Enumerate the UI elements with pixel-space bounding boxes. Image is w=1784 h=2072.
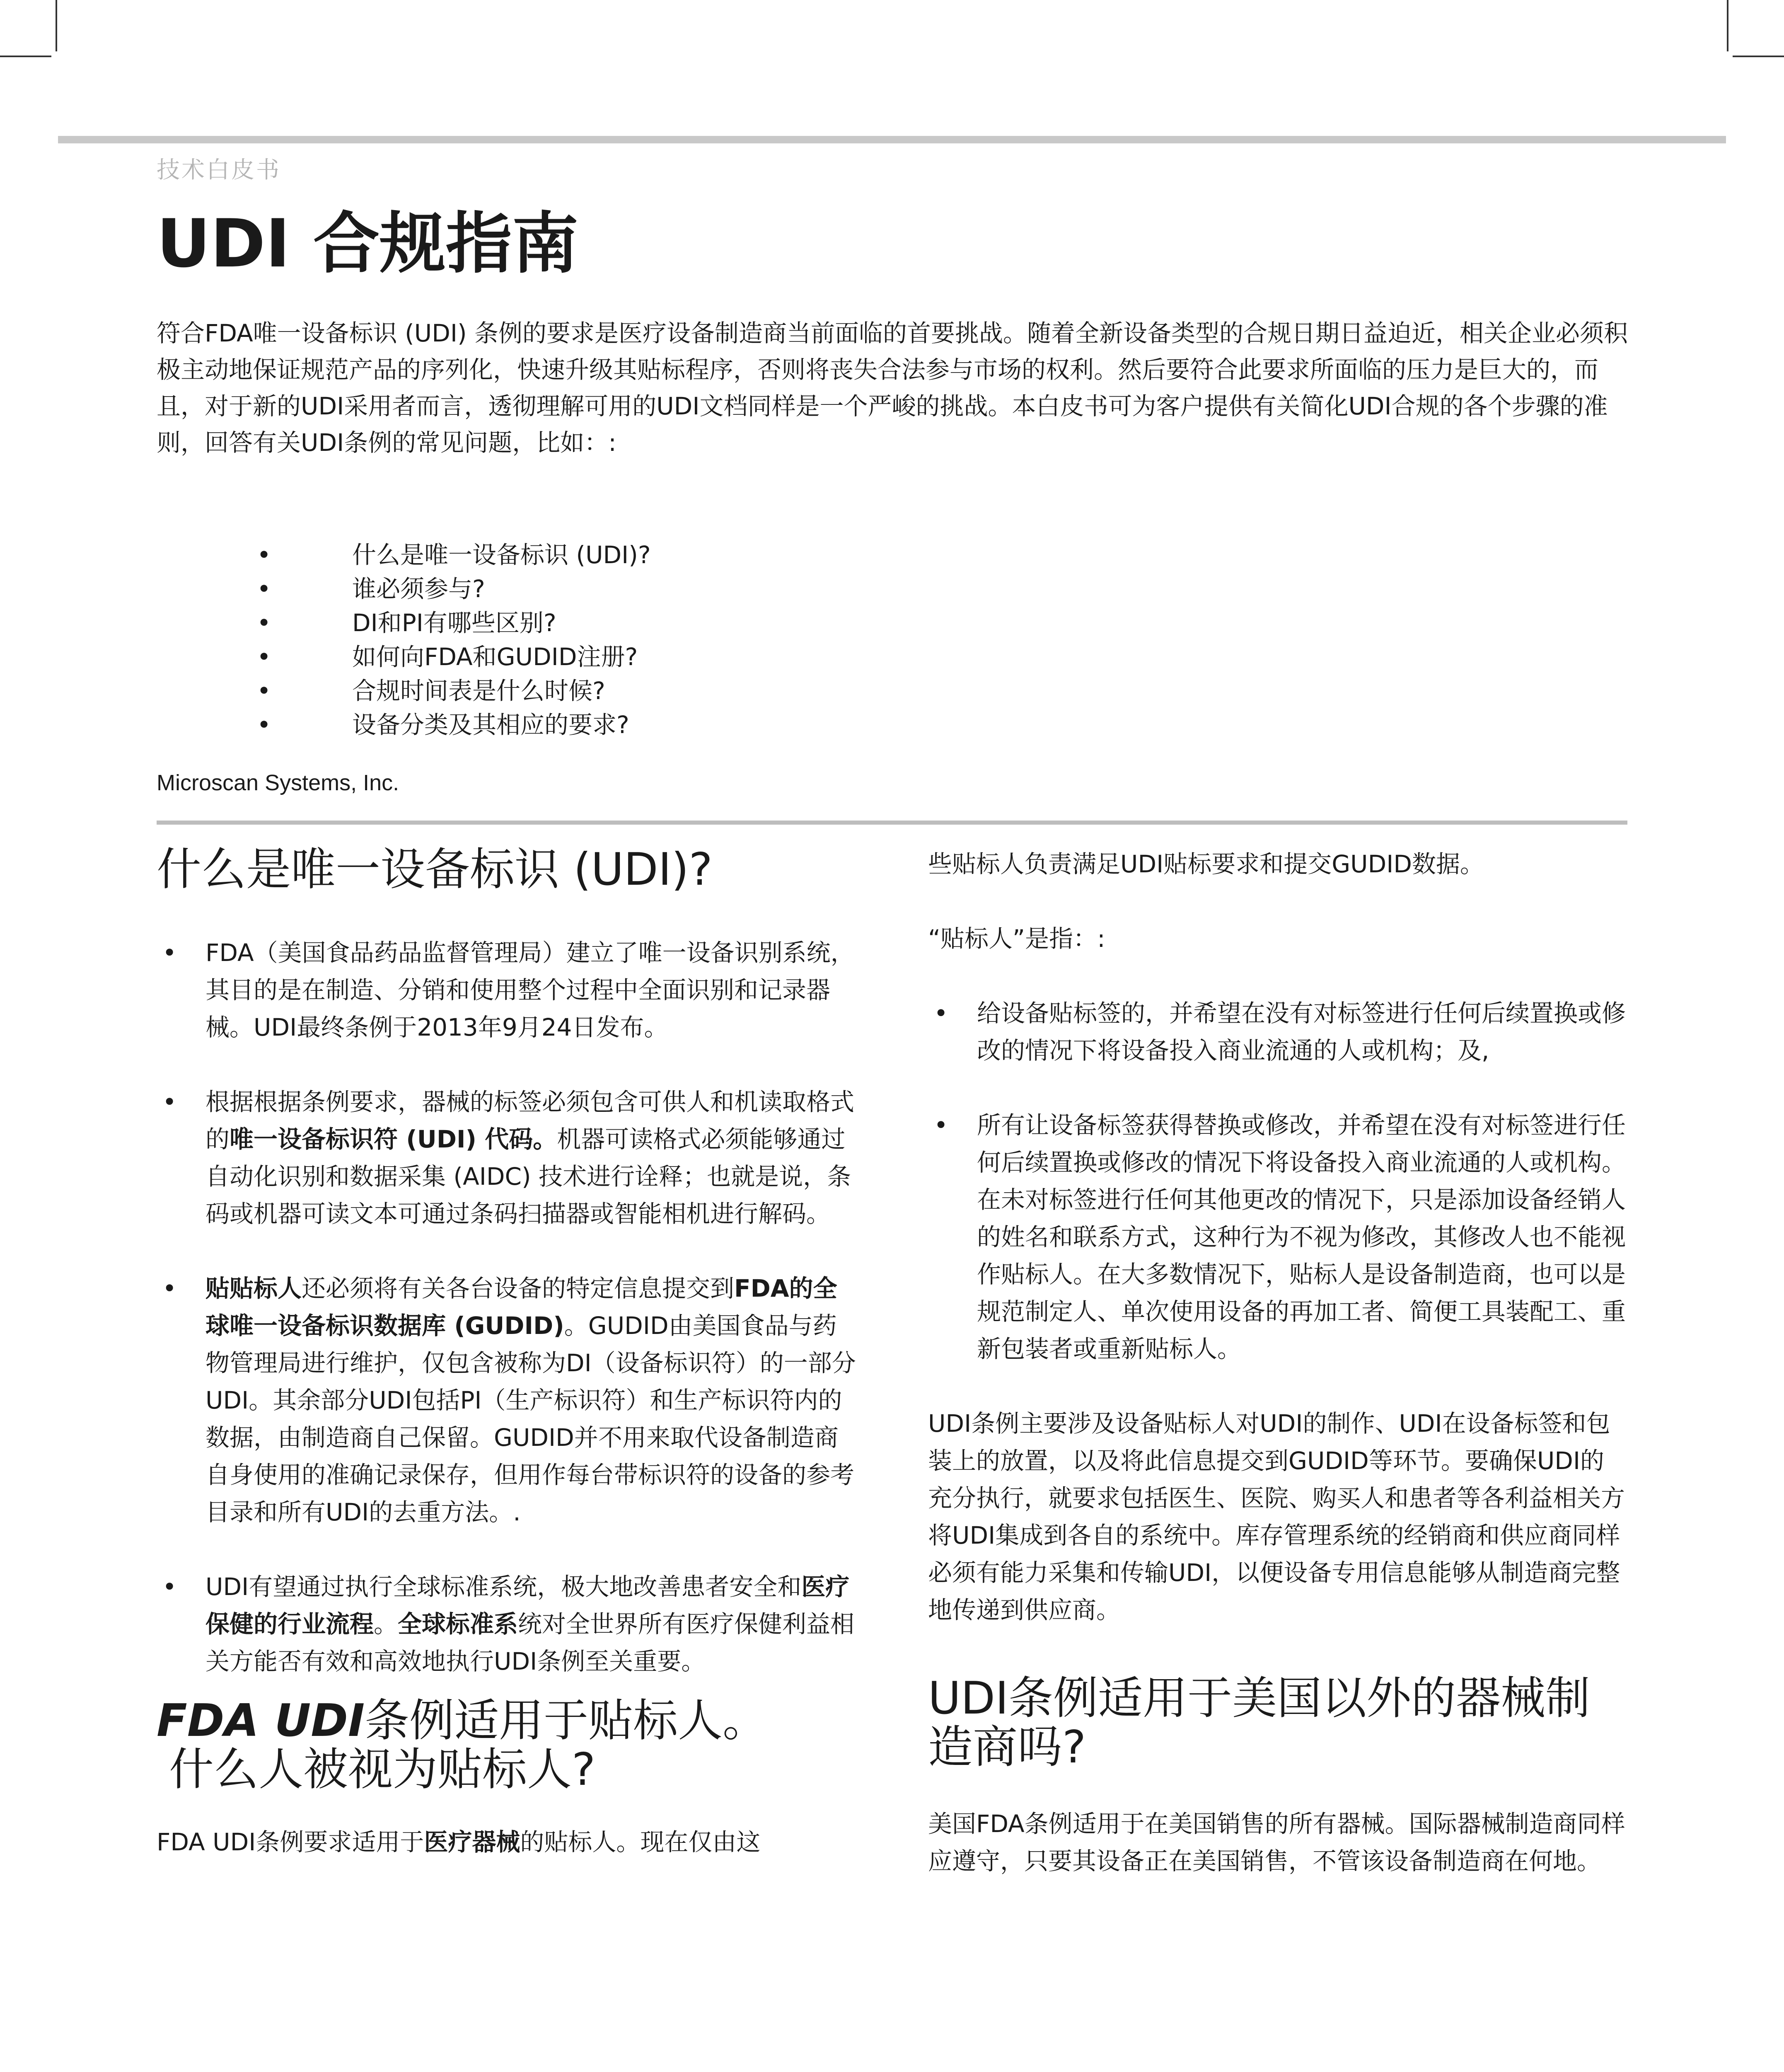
intro-paragraph: 符合FDA唯一设备标识 (UDI) 条例的要求是医疗设备制造商当前面临的首要挑战。随着全新设备类型的合规日期日益迫近，相关企业必须积极主动地保证规范产品的序列化，快速升级其贴标程序，否则将丧失合法参与市场的权利。然后要符合此要求所面临的压力是巨大的，而且，对于新的UDI采用者而言，透彻理解可用的UDI文档同样是一个严峻的挑战。本白皮书可为客户提供有关简化UDI合规的各个步骤的准则，回答有关UDI条例的常见问题，比如：: xyxy=(157,319,1628,457)
section-label: 技术白皮书 xyxy=(157,157,281,184)
crop-mark xyxy=(1727,0,1728,51)
bullet-icon: • xyxy=(934,999,948,1027)
bullet-icon: • xyxy=(257,541,271,569)
crop-mark xyxy=(56,0,57,51)
list-item: • 贴贴标人还必须将有关各台设备的特定信息提交到FDA的全球唯一设备标识数据库 (GUDID)。GUDID由美国食品与药物管理局进行维护，仅包含被称为DI（设备标识符）的一部分UDI。其余部分UDI包括PI（生产标识符）和生产标识符内的数据，由制造商自己保留。GUDID并不用来取代设备制造商自身使用的准确记录保存，但用作每台带标识符的设备的参考目录和所有UDI的去重方法。. xyxy=(157,1270,857,1531)
right-column xyxy=(928,845,1628,1880)
paragraph: “贴标人”是指：: xyxy=(928,925,1105,953)
document-title: UDI 合规指南 xyxy=(157,205,578,282)
labeler-bullet-list xyxy=(928,995,1628,1368)
list-item: • UDI有望通过执行全球标准系统，极大地改善患者安全和医疗保健的行业流程。全球标准系统对全世界所有医疗保健利益相关方能否有效和高效地执行UDI条例至关重要。 xyxy=(157,1568,857,1680)
list-item: • FDA（美国食品药品监督管理局）建立了唯一设备识别系统，其目的是在制造、分销和使用整个过程中全面识别和记录器械。UDI最终条例于2013年9月24日发布。 xyxy=(157,934,857,1046)
crop-mark xyxy=(0,56,51,57)
paragraph: FDA UDI条例要求适用于医疗器械的贴标人。现在仅由这 xyxy=(157,1828,761,1856)
company-name: Microscan Systems, Inc. xyxy=(157,770,399,795)
bullet-icon: • xyxy=(257,643,271,671)
list-item: • 谁必须参与? xyxy=(257,572,651,606)
bullet-icon: • xyxy=(162,1573,177,1601)
section-heading: 什么是唯一设备标识 (UDI)? xyxy=(157,844,713,896)
udi-bullet-list xyxy=(157,934,857,1680)
list-item: • 什么是唯一设备标识 (UDI)? xyxy=(257,538,651,572)
list-item: • 如何向FDA和GUDID注册? xyxy=(257,640,651,674)
bullet-icon: • xyxy=(257,575,271,603)
section-heading: UDI条例适用于美国以外的器械制造商吗? xyxy=(928,1673,1591,1773)
list-item: • 设备分类及其相应的要求? xyxy=(257,708,651,742)
bullet-icon: • xyxy=(257,711,271,739)
list-item: • 所有让设备标签获得替换或修改，并希望在没有对标签进行任何后续置换或修改的情况下将设备投入商业流通的人或机构。在未对标签进行任何其他更改的情况下，只是添加设备经销人的姓名和联系方式，这种行为不视为修改，其修改人也不能视作贴标人。在大多数情况下，贴标人是设备制造商，也可以是规范制定人、单次使用设备的再加工者、简便工具装配工、重新包装者或重新贴标人。 xyxy=(928,1106,1628,1368)
list-item: • 合规时间表是什么时候? xyxy=(257,674,651,708)
paragraph: 美国FDA条例适用于在美国销售的所有器械。国际器械制造商同样应遵守，只要其设备正在美国销售，不管该设备制造商在何地。 xyxy=(928,1810,1625,1875)
left-column xyxy=(157,845,857,1861)
section-divider xyxy=(157,821,1627,825)
paragraph: UDI条例主要涉及设备贴标人对UDI的制作、UDI在设备标签和包装上的放置，以及将此信息提交到GUDID等环节。要确保UDI的充分执行，就要求包括医生、医院、购买人和患者等各利益相关方将UDI集成到各自的系统中。库存管理系统的经销商和供应商同样必须有能力采集和传输UDI，以便设备专用信息能够从制造商完整地传递到供应商。 xyxy=(928,1409,1625,1624)
bullet-icon: • xyxy=(257,677,271,705)
header-rule xyxy=(58,136,1726,143)
list-item: • 给设备贴标签的，并希望在没有对标签进行任何后续置换或修改的情况下将设备投入商业流通的人或机构；及, xyxy=(928,995,1628,1069)
question-list xyxy=(257,538,651,742)
section-heading: FDA UDI条例适用于贴标人。 什么人被视为贴标人? xyxy=(157,1695,768,1796)
crop-mark xyxy=(1733,56,1784,57)
paragraph: 些贴标人负责满足UDI贴标要求和提交GUDID数据。 xyxy=(928,850,1484,878)
bullet-icon: • xyxy=(162,1274,177,1302)
bullet-icon: • xyxy=(162,939,177,967)
bullet-icon: • xyxy=(934,1111,948,1139)
list-item: • DI和PI有哪些区别? xyxy=(257,606,651,640)
list-item: • 根据根据条例要求，器械的标签必须包含可供人和机读取格式的唯一设备标识符 (UDI) 代码。机器可读格式必须能够通过自动化识别和数据采集 (AIDC) 技术进行诠释；也就是说，条码或机器可读文本可通过条码扫描器或智能相机进行解码。 xyxy=(157,1083,857,1232)
bullet-icon: • xyxy=(162,1088,177,1116)
bullet-icon: • xyxy=(257,609,271,637)
